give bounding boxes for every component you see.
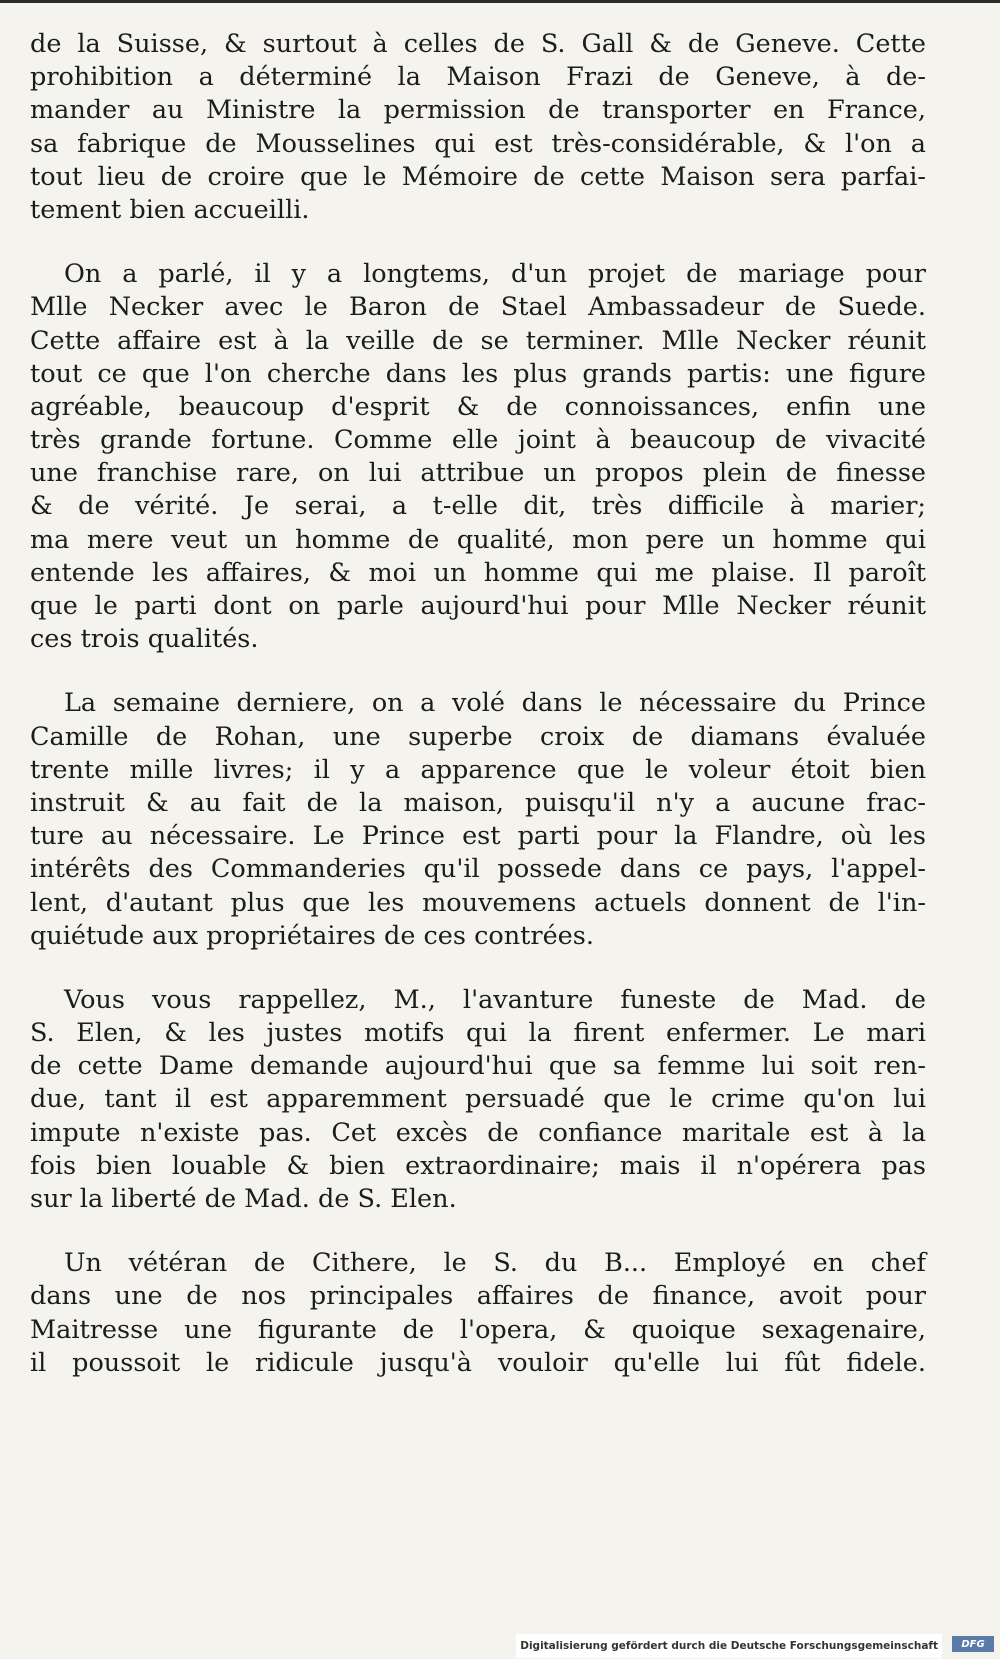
text-line: S. Elen, & les justes motifs qui la firent enfermer. Le mari <box>30 1018 926 1049</box>
text-line: ma mere veut un homme de qualité, mon pere un homme qui <box>30 524 926 555</box>
text-line: de la Suisse, & surtout à celles de S. Gall & de Geneve. Cette <box>30 29 926 59</box>
text-line: trente mille livres; il y a apparence que le voleur étoit bien <box>30 754 926 785</box>
text-line: sur la liberté de Mad. de S. Elen. <box>30 1184 457 1214</box>
text-line: due, tant il est apparemment persuadé que le crime qu'on lui <box>30 1084 926 1115</box>
page-text <box>30 28 926 1411</box>
page-top-edge <box>0 0 1000 3</box>
text-line: tout ce que l'on cherche dans les plus grands partis: une figure <box>30 358 926 389</box>
text-line: entende les affaires, & moi un homme qui me plaise. Il paroît <box>30 557 926 588</box>
text-line: tement bien accueilli. <box>30 194 310 225</box>
text-line: une franchise rare, on lui attribue un propos plein de finesse <box>30 458 926 489</box>
text-line: Vous vous rappellez, M., l'avanture funeste de Mad. de <box>64 984 926 1015</box>
text-line: & de vérité. Je serai, a t-elle dit, très difficile à marier; <box>30 491 926 522</box>
credit-text: Digitalisierung gefördert durch die Deutsche Forschungsgemeinschaft <box>520 1640 938 1652</box>
text-line: agréable, beaucoup d'esprit & de connoissances, enfin une <box>30 391 926 422</box>
text-line: Cette affaire est à la veille de se terminer. Mlle Necker réunit <box>30 325 926 356</box>
text-line: de cette Dame demande aujourd'hui que sa femme lui soit ren- <box>30 1051 926 1082</box>
text-line: Mlle Necker avec le Baron de Stael Ambassadeur de Suede. <box>30 292 926 323</box>
text-line: On a parlé, il y a longtems, d'un projet de mariage pour <box>64 259 926 290</box>
paragraph-4 <box>30 984 926 1216</box>
paragraph-3 <box>30 687 926 953</box>
text-line: Un vétéran de Cithere, le S. du B... Employé en chef <box>64 1248 926 1279</box>
text-line: ces trois qualités. <box>30 624 259 655</box>
text-line: il poussoit le ridicule jusqu'à vouloir qu'elle lui fût fidele. <box>30 1347 926 1378</box>
text-line: Maitresse une figurante de l'opera, & quoique sexagenaire, <box>30 1314 926 1345</box>
text-line: fois bien louable & bien extraordinaire; mais il n'opérera pas <box>30 1150 926 1181</box>
text-line: mander au Ministre la permission de transporter en France, <box>30 95 926 126</box>
text-line: sa fabrique de Mousselines qui est très-considérable, & l'on a <box>30 128 926 159</box>
dfg-logo <box>952 1636 994 1652</box>
text-line: instruit & au fait de la maison, puisqu'il n'y a aucune frac- <box>30 787 926 818</box>
text-line: ture au nécessaire. Le Prince est parti pour la Flandre, où les <box>30 821 926 852</box>
text-line: prohibition a déterminé la Maison Frazi de Geneve, à de- <box>30 62 926 93</box>
digitization-credit <box>516 1634 942 1658</box>
text-line: Camille de Rohan, une superbe croix de diamans évaluée <box>30 721 926 752</box>
text-line: tout lieu de croire que le Mémoire de cette Maison sera parfai- <box>30 161 926 192</box>
paragraph-2 <box>30 258 926 656</box>
text-line: que le parti dont on parle aujourd'hui pour Mlle Necker réunit <box>30 591 926 621</box>
text-line: lent, d'autant plus que les mouvemens actuels donnent de l'in- <box>30 887 926 918</box>
paragraph-1 <box>30 28 926 227</box>
text-line: très grande fortune. Comme elle joint à beaucoup de vivacité <box>30 425 926 456</box>
text-line: La semaine derniere, on a volé dans le nécessaire du Prince <box>64 688 926 719</box>
text-line: impute n'existe pas. Cet excès de confiance maritale est à la <box>30 1117 926 1148</box>
text-line: quiétude aux propriétaires de ces contrées. <box>30 920 594 951</box>
text-line: intérêts des Commanderies qu'il possede dans ce pays, l'appel- <box>30 854 926 885</box>
paragraph-5 <box>30 1247 926 1380</box>
text-line: dans une de nos principales affaires de finance, avoit pour <box>30 1281 926 1312</box>
dfg-logo-text: DFG <box>961 1638 985 1650</box>
